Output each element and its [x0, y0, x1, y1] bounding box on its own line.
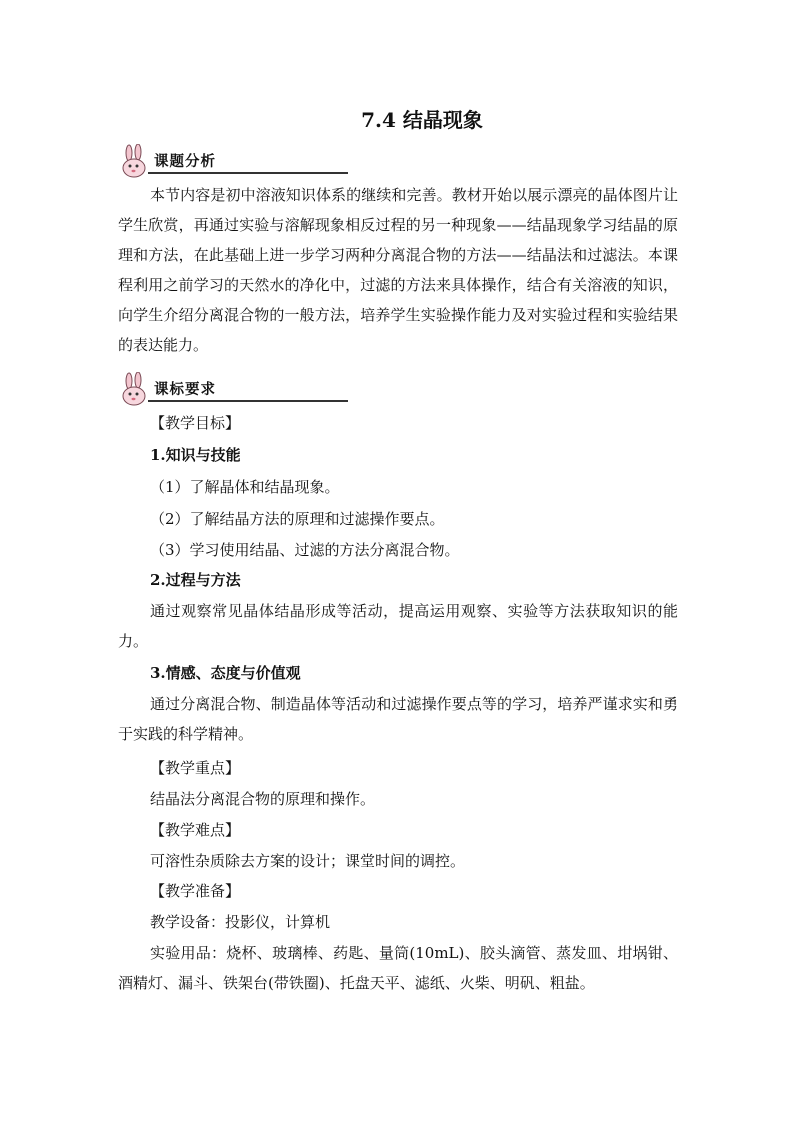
section-label: 课标要求 — [154, 382, 216, 398]
emotion-attitude-text: 通过分离混合物、制造晶体等活动和过滤操作要点等的学习，培养严谨求实和勇于实践的科学精神。 — [118, 695, 678, 743]
section-header-requirements — [118, 372, 248, 408]
key-points-heading: 【教学重点】 — [150, 759, 241, 777]
section-header-analysis — [118, 144, 248, 180]
analysis-paragraph: 本节内容是初中溶液知识体系的继续和完善。教材开始以展示漂亮的晶体图片让学生欣赏，再通过实验与溶解现象相反过程的另一种现象——结晶现象学习结晶的原理和方法，在此基础上进一步学习两种分离混合物的方法——结晶法和过滤法。本课程利用之前学习的天然水的净化中，过滤的方法来具体操作，结合有关溶液的知识，向学生介绍分离混合物的一般方法，培养学生实验操作能力及对实验过程和实验结果的表达能力。 — [118, 186, 678, 354]
process-method-text: 通过观察常见晶体结晶形成等活动，提高运用观察、实验等方法获取知识的能力。 — [118, 602, 678, 650]
key-points-text: 结晶法分离混合物的原理和操作。 — [150, 790, 376, 808]
difficulty-text: 可溶性杂质除去方案的设计；课堂时间的调控。 — [150, 852, 466, 870]
bunny-mascot-icon — [118, 372, 154, 408]
process-method-heading: 2.过程与方法 — [150, 571, 241, 589]
preparation-equipment: 教学设备：投影仪，计算机 — [150, 913, 331, 931]
difficulty-heading: 【教学难点】 — [150, 821, 241, 839]
goal-heading: 【教学目标】 — [150, 414, 241, 432]
knowledge-skills-heading: 1.知识与技能 — [150, 446, 241, 464]
emotion-attitude-heading: 3.情感、态度与价值观 — [150, 664, 301, 682]
bunny-mascot-icon — [118, 144, 154, 180]
preparation-heading: 【教学准备】 — [150, 882, 241, 900]
section-underline — [148, 172, 348, 174]
knowledge-item: （3）学习使用结晶、过滤的方法分离混合物。 — [150, 541, 460, 559]
page-title: 7.4 结晶现象 — [361, 108, 483, 132]
knowledge-item: （1）了解晶体和结晶现象。 — [150, 478, 340, 496]
knowledge-item: （2）了解结晶方法的原理和过滤操作要点。 — [150, 510, 445, 528]
section-underline — [148, 400, 348, 402]
preparation-supplies: 实验用品：烧杯、玻璃棒、药匙、量筒(10mL)、胶头滴管、蒸发皿、坩埚钳、酒精灯、漏斗、铁架台(带铁圈)、托盘天平、滤纸、火柴、明矾、粗盐。 — [118, 944, 678, 992]
section-label: 课题分析 — [154, 154, 216, 170]
